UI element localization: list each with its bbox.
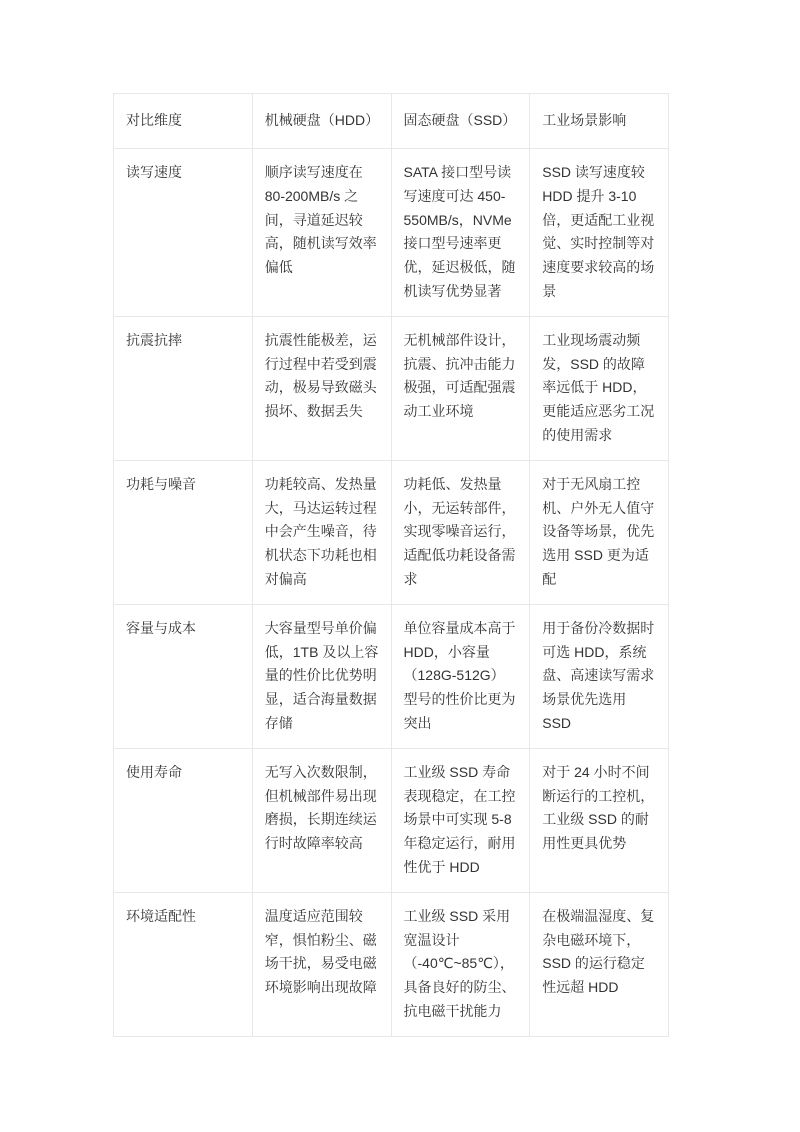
cell-dimension: 使用寿命 xyxy=(114,748,253,892)
cell-dimension: 功耗与噪音 xyxy=(114,460,253,604)
cell-impact: 对于 24 小时不间断运行的工控机，工业级 SSD 的耐用性更具优势 xyxy=(530,748,669,892)
header-cell-ssd: 固态硬盘（SSD） xyxy=(391,94,530,149)
cell-hdd: 功耗较高、发热量大，马达运转过程中会产生噪音，待机状态下功耗也相对偏高 xyxy=(252,460,391,604)
cell-ssd: 无机械部件设计，抗震、抗冲击能力极强，可适配强震动工业环境 xyxy=(391,316,530,460)
table-header-row xyxy=(114,94,669,149)
cell-dimension: 抗震抗摔 xyxy=(114,316,253,460)
cell-impact: SSD 读写速度较 HDD 提升 3-10 倍，更适配工业视觉、实时控制等对速度要求较高的场景 xyxy=(530,149,669,317)
cell-ssd: SATA 接口型号读写速度可达 450-550MB/s，NVMe 接口型号速率更优，延迟极低，随机读写优势显著 xyxy=(391,149,530,317)
cell-impact: 在极端温湿度、复杂电磁环境下，SSD 的运行稳定性远超 HDD xyxy=(530,892,669,1036)
cell-ssd: 功耗低、发热量小，无运转部件，实现零噪音运行，适配低功耗设备需求 xyxy=(391,460,530,604)
cell-dimension: 读写速度 xyxy=(114,149,253,317)
cell-hdd: 温度适应范围较窄，惧怕粉尘、磁场干扰，易受电磁环境影响出现故障 xyxy=(252,892,391,1036)
cell-ssd: 单位容量成本高于 HDD，小容量（128G-512G）型号的性价比更为突出 xyxy=(391,604,530,748)
cell-hdd: 顺序读写速度在 80-200MB/s 之间，寻道延迟较高，随机读写效率偏低 xyxy=(252,149,391,317)
cell-dimension: 容量与成本 xyxy=(114,604,253,748)
table-row xyxy=(114,149,669,317)
header-cell-impact: 工业场景影响 xyxy=(530,94,669,149)
hdd-ssd-comparison-table xyxy=(113,93,669,1037)
table-row xyxy=(114,460,669,604)
cell-ssd: 工业级 SSD 寿命表现稳定，在工控场景中可实现 5-8 年稳定运行，耐用性优于 HDD xyxy=(391,748,530,892)
cell-impact: 用于备份冷数据时可选 HDD，系统盘、高速读写需求场景优先选用 SSD xyxy=(530,604,669,748)
cell-impact: 对于无风扇工控机、户外无人值守设备等场景，优先选用 SSD 更为适配 xyxy=(530,460,669,604)
cell-hdd: 抗震性能极差，运行过程中若受到震动，极易导致磁头损坏、数据丢失 xyxy=(252,316,391,460)
header-cell-hdd: 机械硬盘（HDD） xyxy=(252,94,391,149)
table-row xyxy=(114,892,669,1036)
table-row xyxy=(114,604,669,748)
cell-hdd: 大容量型号单价偏低，1TB 及以上容量的性价比优势明显，适合海量数据存储 xyxy=(252,604,391,748)
table-row xyxy=(114,316,669,460)
cell-impact: 工业现场震动频发，SSD 的故障率远低于 HDD，更能适应恶劣工况的使用需求 xyxy=(530,316,669,460)
table-row xyxy=(114,748,669,892)
cell-dimension: 环境适配性 xyxy=(114,892,253,1036)
header-cell-dimension: 对比维度 xyxy=(114,94,253,149)
cell-ssd: 工业级 SSD 采用宽温设计（-40℃~85℃），具备良好的防尘、抗电磁干扰能力 xyxy=(391,892,530,1036)
cell-hdd: 无写入次数限制，但机械部件易出现磨损，长期连续运行时故障率较高 xyxy=(252,748,391,892)
